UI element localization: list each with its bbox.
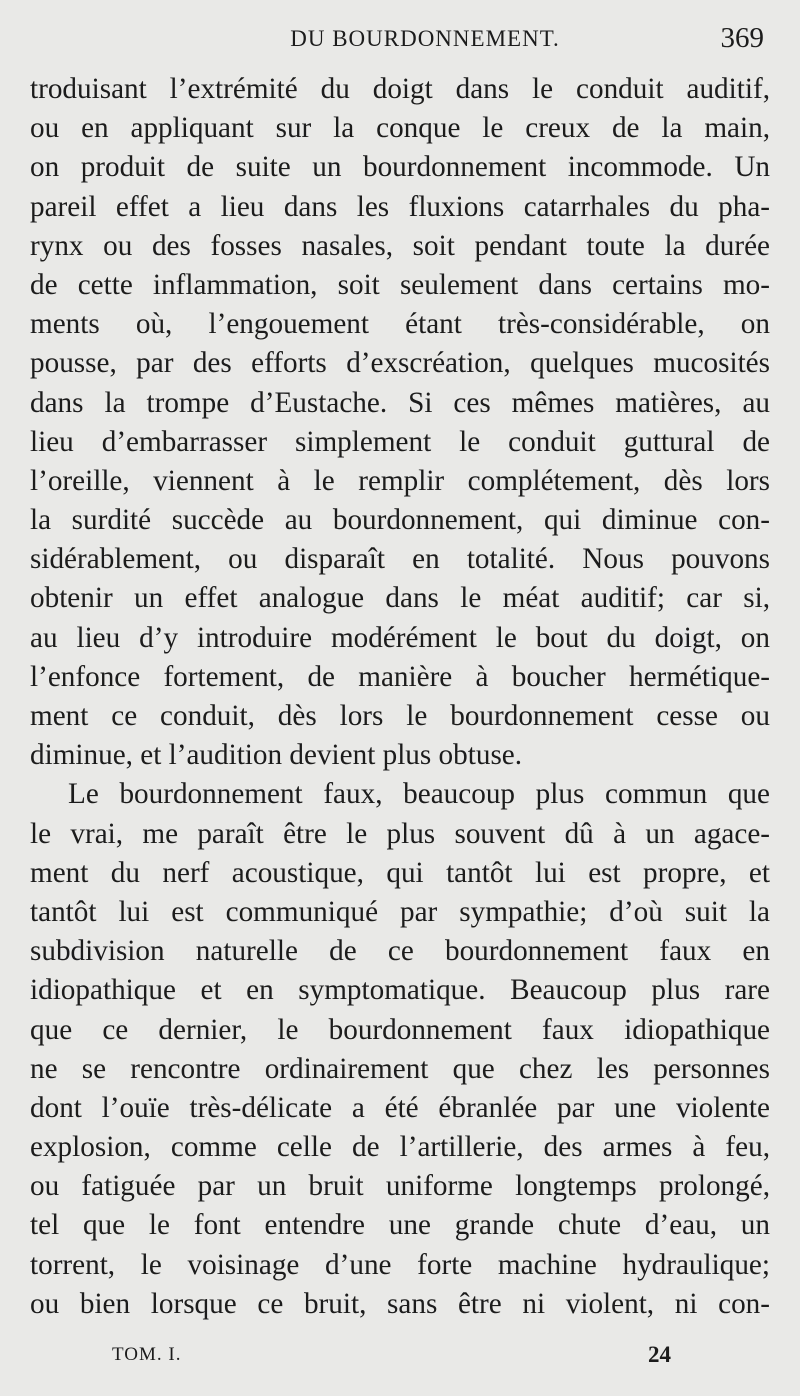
text-line: explosion, comme celle de l’artillerie, des armes à feu, bbox=[30, 1131, 770, 1164]
text-line: torrent, le voisinage d’une forte machine hydraulique; bbox=[30, 1248, 770, 1281]
signature-number: 24 bbox=[648, 1342, 671, 1367]
text-line: ne se rencontre ordinairement que chez les personnes bbox=[30, 1052, 770, 1085]
page-number: 369 bbox=[720, 22, 764, 54]
page-footer bbox=[30, 1344, 770, 1374]
text-line: subdivision naturelle de ce bourdonnement faux en bbox=[30, 935, 770, 968]
text-line: tel que le font entendre une grande chute d’eau, un bbox=[30, 1209, 770, 1242]
text-line: dans la trompe d’Eustache. Si ces mêmes matières, au bbox=[30, 386, 770, 419]
text-line: de cette inflammation, soit seulement dans certains mo- bbox=[30, 268, 770, 301]
text-line: ment du nerf acoustique, qui tantôt lui est propre, et bbox=[30, 856, 770, 889]
text-line: pousse, par des efforts d’exscréation, quelques mucosités bbox=[30, 347, 770, 380]
text-line: que ce dernier, le bourdonnement faux idiopathique bbox=[30, 1013, 770, 1046]
running-head bbox=[30, 22, 770, 58]
text-line: idiopathique et en symptomatique. Beaucoup plus rare bbox=[30, 974, 770, 1007]
text-line: l’oreille, viennent à le remplir complétement, dès lors bbox=[30, 464, 770, 497]
paragraph bbox=[30, 775, 770, 1324]
text-line: troduisant l’extrémité du doigt dans le conduit auditif, bbox=[30, 73, 770, 105]
text-line: diminue, et l’audition devient plus obtuse. bbox=[30, 739, 523, 772]
body-text bbox=[30, 70, 770, 1324]
text-line: on produit de suite un bourdonnement incommode. Un bbox=[30, 151, 770, 184]
text-line: ou en appliquant sur la conque le creux de la main, bbox=[30, 112, 770, 145]
text-line: obtenir un effet analogue dans le méat auditif; car si, bbox=[30, 582, 770, 615]
text-line: l’enfonce fortement, de manière à boucher hermétique- bbox=[30, 660, 770, 693]
paragraph bbox=[30, 70, 770, 775]
volume-mark: TOM. I. bbox=[112, 1344, 182, 1365]
text-line: rynx ou des fosses nasales, soit pendant toute la durée bbox=[30, 229, 770, 262]
text-line: pareil effet a lieu dans les fluxions catarrhales du pha- bbox=[30, 190, 770, 223]
text-line: la surdité succède au bourdonnement, qui diminue con- bbox=[30, 504, 770, 537]
text-line: ments où, l’engouement étant très-considérable, on bbox=[30, 308, 770, 341]
text-line: tantôt lui est communiqué par sympathie; d’où suit la bbox=[30, 895, 770, 928]
text-line: dont l’ouïe très-délicate a été ébranlée par une violente bbox=[30, 1091, 770, 1124]
text-line: le vrai, me paraît être le plus souvent dû à un agace- bbox=[30, 817, 770, 850]
text-line: ou fatiguée par un bruit uniforme longtemps prolongé, bbox=[30, 1170, 770, 1203]
text-line: au lieu d’y introduire modérément le bout du doigt, on bbox=[30, 621, 770, 654]
running-title: DU BOURDONNEMENT. bbox=[290, 26, 560, 51]
text-line: ment ce conduit, dès lors le bourdonnement cesse ou bbox=[30, 700, 770, 732]
text-line: ou bien lorsque ce bruit, sans être ni violent, ni con- bbox=[30, 1287, 770, 1320]
text-line: lieu d’embarrasser simplement le conduit guttural de bbox=[30, 425, 770, 458]
text-line: Le bourdonnement faux, beaucoup plus commun que bbox=[68, 778, 770, 811]
text-line: sidérablement, ou disparaît en totalité. Nous pouvons bbox=[30, 543, 770, 576]
